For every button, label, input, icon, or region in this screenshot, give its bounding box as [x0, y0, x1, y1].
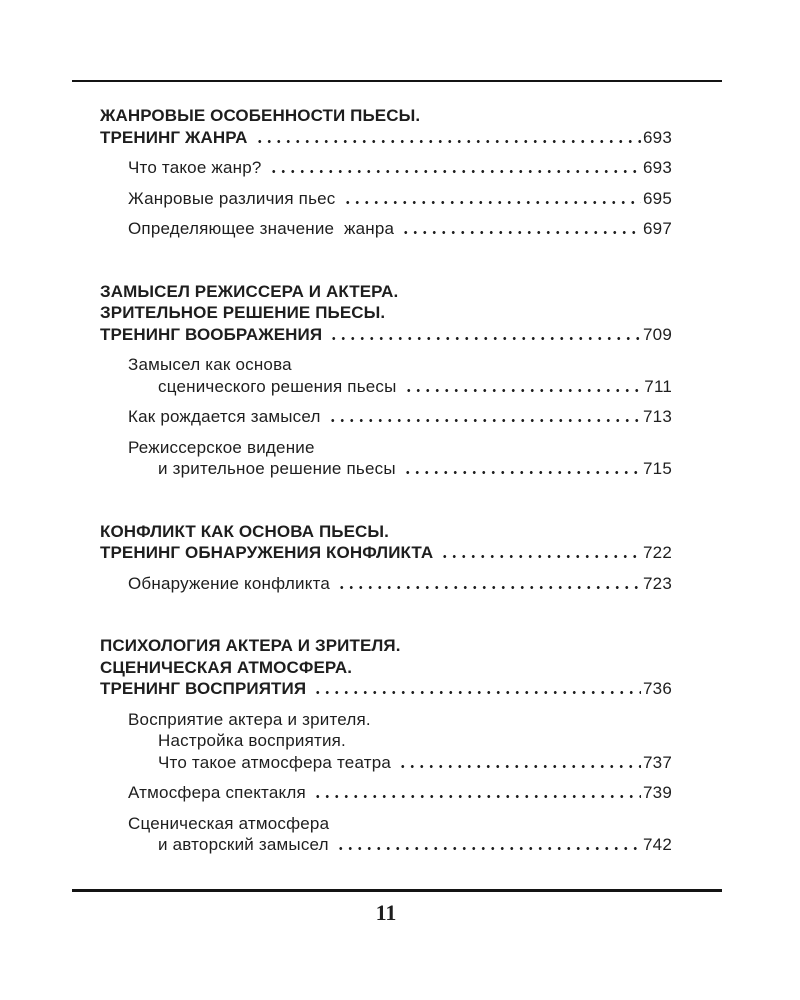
entry-line	[100, 376, 672, 398]
dot-leader	[404, 389, 643, 392]
dot-leader	[337, 586, 641, 589]
entry-line	[100, 354, 672, 376]
page-ref: 709	[643, 324, 672, 344]
dot-leader	[328, 419, 641, 422]
page-ref: 722	[643, 543, 672, 562]
toc-section	[100, 105, 672, 240]
section-title-text: ЖАНРОВЫЕ ОСОБЕННОСТИ ПЬЕСЫ.	[100, 106, 421, 125]
entry-title-text: Обнаружение конфликта	[128, 573, 331, 593]
entry-line	[100, 573, 672, 595]
entry-title-text: Определяющее значение жанра	[128, 219, 395, 238]
toc-section	[100, 635, 672, 856]
toc-entry	[100, 782, 672, 804]
top-rule	[72, 80, 722, 82]
page-ref: 715	[643, 459, 672, 478]
dot-leader	[269, 170, 641, 173]
page-ref: 713	[643, 407, 672, 426]
dot-leader	[336, 847, 641, 850]
entry-line	[100, 834, 672, 856]
page-ref: 697	[643, 219, 672, 238]
toc-entry	[100, 709, 672, 774]
entry-line	[100, 218, 672, 240]
entry-title-text: и зрительное решение пьесы	[158, 459, 396, 478]
entry-title-text: Замысел как основа	[128, 355, 292, 374]
dot-leader	[401, 231, 641, 234]
section-title-text: ТРЕНИНГ ЖАНРА	[100, 127, 248, 147]
section-heading-line	[100, 127, 672, 149]
page-ref: 711	[644, 376, 672, 396]
toc-entry	[100, 437, 672, 480]
section-heading-line	[100, 542, 672, 564]
entry-line	[100, 813, 672, 835]
entry-line	[100, 709, 672, 731]
entry-line	[100, 157, 672, 179]
entry-line	[100, 458, 672, 480]
toc-entry	[100, 354, 672, 397]
bottom-rule	[72, 889, 722, 892]
entry-title-text: Режиссерское видение	[128, 437, 315, 457]
toc-entry	[100, 406, 672, 428]
toc-entry	[100, 813, 672, 856]
page-ref: 693	[643, 127, 672, 147]
entry-line	[100, 752, 672, 774]
dot-leader	[403, 471, 641, 474]
entry-title-text: Как рождается замысел	[128, 407, 321, 426]
entry-title-text: Что такое атмосфера театра	[158, 752, 392, 772]
section-title-text: ТРЕНИНГ ОБНАРУЖЕНИЯ КОНФЛИКТА	[100, 543, 434, 562]
section-heading-line	[100, 635, 672, 657]
entry-title-text: Жанровые различия пьес	[128, 188, 336, 208]
entry-title-text: сценического решения пьесы	[158, 376, 397, 396]
entry-title-text: Сценическая атмосфера	[128, 813, 330, 833]
section-heading-line	[100, 302, 672, 324]
dot-leader	[329, 337, 641, 340]
toc-section	[100, 521, 672, 595]
page-ref: 742	[643, 835, 672, 854]
table-of-contents	[100, 105, 672, 856]
toc-entry	[100, 218, 672, 240]
page-ref: 693	[643, 158, 672, 177]
entry-line	[100, 782, 672, 804]
dot-leader	[398, 765, 641, 768]
entry-title-text: Что такое жанр?	[128, 158, 262, 177]
section-heading-line	[100, 281, 672, 303]
entry-line	[100, 437, 672, 459]
dot-leader	[313, 691, 641, 694]
dot-leader	[313, 795, 641, 798]
entry-title-text: Восприятие актера и зрителя.	[128, 709, 371, 729]
toc-entry	[100, 157, 672, 179]
entry-line	[100, 730, 672, 752]
section-title-text: ЗАМЫСЕЛ РЕЖИССЕРА И АКТЕРА.	[100, 281, 399, 301]
page-ref: 723	[643, 573, 672, 593]
section-title-text: ЗРИТЕЛЬНОЕ РЕШЕНИЕ ПЬЕСЫ.	[100, 303, 386, 322]
dot-leader	[440, 555, 641, 558]
page-ref: 739	[643, 783, 672, 802]
dot-leader	[343, 201, 642, 204]
section-title-text: ПСИХОЛОГИЯ АКТЕРА И ЗРИТЕЛЯ.	[100, 636, 401, 655]
page-number: 11	[375, 900, 397, 925]
section-heading-line	[100, 521, 672, 543]
section-title-text: ТРЕНИНГ ВОСПРИЯТИЯ	[100, 679, 307, 698]
toc-entry	[100, 188, 672, 210]
toc-entry	[100, 573, 672, 595]
section-heading-line	[100, 678, 672, 700]
section-title-text: КОНФЛИКТ КАК ОСНОВА ПЬЕСЫ.	[100, 521, 389, 541]
entry-line	[100, 406, 672, 428]
toc-section	[100, 281, 672, 480]
section-title-text: ТРЕНИНГ ВООБРАЖЕНИЯ	[100, 324, 323, 344]
section-heading-line	[100, 324, 672, 346]
section-heading-line	[100, 105, 672, 127]
page-ref: 737	[643, 752, 672, 772]
page-ref: 736	[643, 679, 672, 698]
entry-title-text: и авторский замысел	[158, 835, 329, 854]
entry-title-text: Атмосфера спектакля	[128, 783, 306, 802]
section-heading-line	[100, 657, 672, 679]
entry-title-text: Настройка восприятия.	[158, 731, 346, 750]
section-title-text: СЦЕНИЧЕСКАЯ АТМОСФЕРА.	[100, 657, 353, 677]
entry-line	[100, 188, 672, 210]
page-ref: 695	[643, 188, 672, 208]
dot-leader	[255, 140, 641, 143]
